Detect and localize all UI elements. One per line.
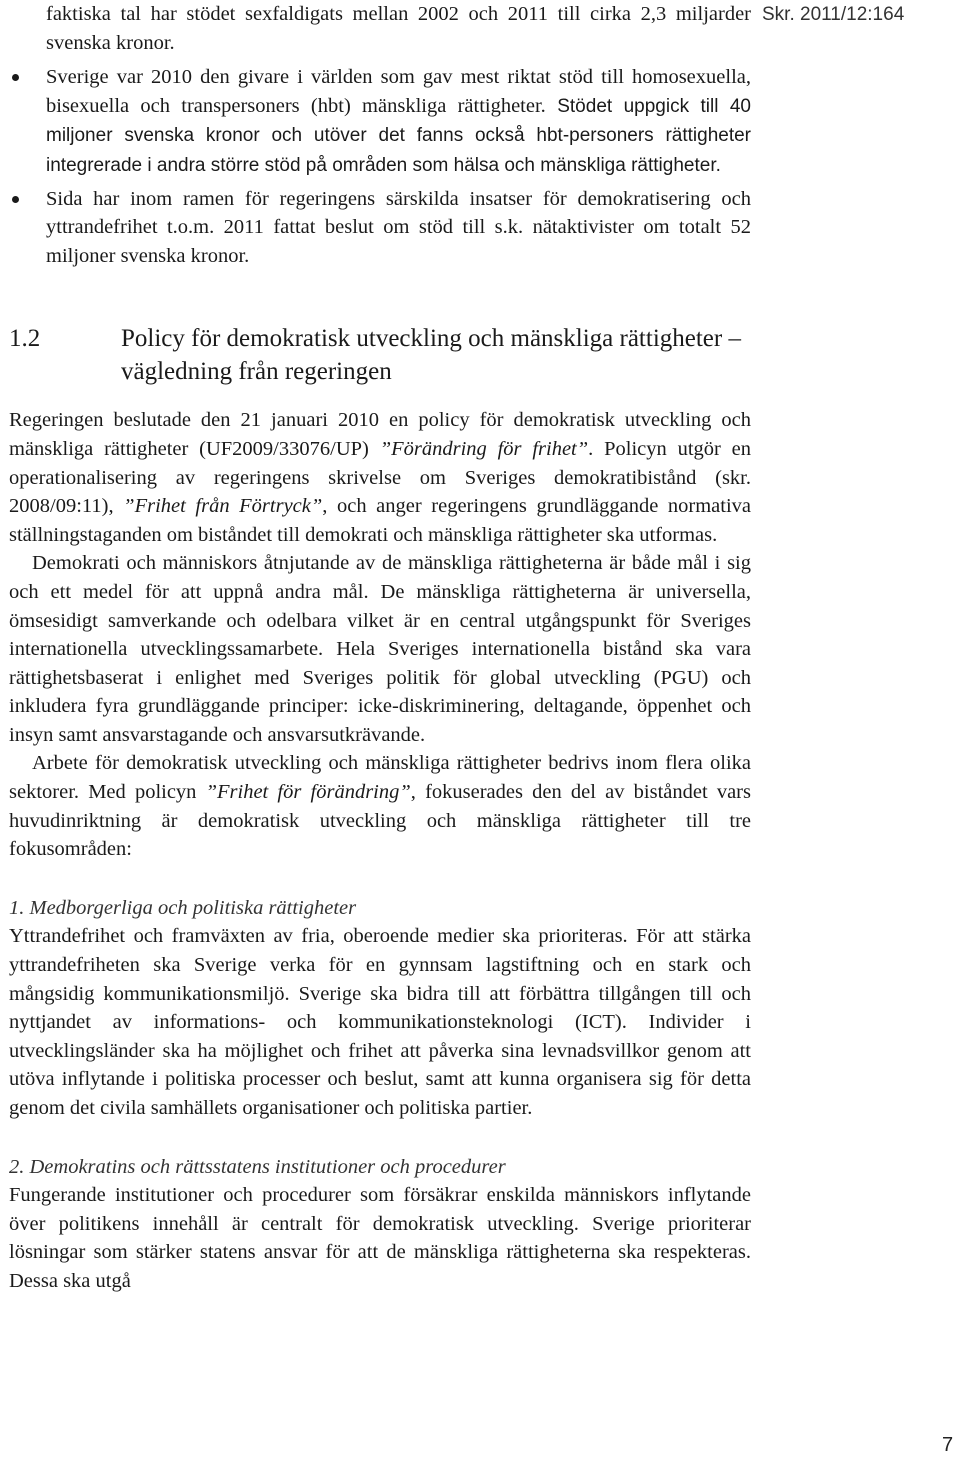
- body-paragraph-2: Demokrati och människors åtnjutande av de mänskliga rättigheterna är både mål i sig och ett medel för att uppnå andra mål. De mänskliga rättigheterna är universella, ömsesidigt samverkande och odelbara vilket är en central utgångspunkt för Sveriges internationella utvecklingssamarbete. Hela Sveriges internationella bistånd ska vara rättighetsbaserat i enlighet med Sveriges politik för global utveckling (PGU) och inkludera fyra grundläggande principer: icke-diskriminering, deltagande, öppenhet och insyn samt ansvarstagande och ansvarsutkrävande.: [9, 552, 751, 746]
- section-title: Policy för demokratisk utveckling och mänskliga rättigheter – vägledning från regeringen: [121, 325, 741, 386]
- bullet-item: [9, 185, 751, 271]
- focus-area-text: Fungerande institutioner och procedurer som försäkrar enskilda människors inflytande över politikens innehåll är centralt för demokratisk utveckling. Sverige prioriterar lösningar som stärker statens ansvar för att de mänskliga rättigheterna ska respekteras. Dessa ska utgå: [9, 1184, 751, 1292]
- paragraph-text: Arbete för demokratisk utveckling och mänskliga rättigheter bedrivs inom flera olika sektorer. Med policyn: [9, 752, 751, 804]
- page-number: 7: [942, 1434, 954, 1456]
- bullet-item: [9, 63, 751, 180]
- policy-title-ref: ”Förändring för frihet”: [379, 437, 589, 460]
- focus-area-heading: 1. Medborgerliga och politiska rättigheter: [9, 896, 357, 919]
- body-paragraph-1: [9, 406, 751, 549]
- section-heading: [9, 322, 751, 388]
- paragraph-text: , fokuserades den del av biståndet vars huvudinriktning är demokratisk utveckling och mänskliga rättigheter till tre fokusområden:: [9, 781, 751, 861]
- paragraph-text: , och anger regeringens grundläggande normativa ställningstaganden om biståndet till demokrati och mänskliga rättigheter ska utformas.: [9, 495, 751, 546]
- bullet-list: [9, 63, 751, 270]
- bullet-dot-icon: [12, 196, 19, 203]
- body-column: [9, 0, 751, 1296]
- body-paragraph-3: [9, 749, 751, 863]
- paragraph-text: . Policyn utgör en operationalisering av regeringens skrivelse om Sveriges demokratibistånd (skr. 2008/09:11),: [9, 437, 752, 518]
- intro-continuation-paragraph: faktiska tal har stödet sexfaldigats mellan 2002 och 2011 till cirka 2,3 miljarder svenska kronor.: [46, 3, 751, 54]
- bullet-text-serif: Sverige var 2010 den givare i världen som gav mest riktat stöd till homosexuella, bisexuella och transpersoners (hbt) mänskliga rättigheter.: [46, 66, 751, 117]
- bullet-text-sans: Stödet uppgick till 40 miljoner svenska kronor och utöver det fanns också hbt-personers rättigheter integrerade i andra större stöd på områden som hälsa och mänskliga rättigheter.: [46, 95, 752, 176]
- focus-area-text: Yttrandefrihet och framväxten av fria, oberoende medier ska prioriteras. För att stärka yttrandefriheten ska Sverige verka för en gynnsam lagstiftning och en stark och mångsidig kommunikationsmiljö. Sverige ska bidra till att förbättra tillgången till och nyttjandet av informations- och kommunikationsteknologi (ICT). Individer i utvecklingsländer ska ha möjlighet och frihet att påverka sina levnadsvillkor genom att utöva inflytande i politiska processer och beslut, samt att kunna organisera sig för detta genom det civila samhällets organisationer och politiska partier.: [9, 925, 751, 1119]
- section-number: 1.2: [9, 325, 41, 353]
- policy-title-ref: ”Frihet för förändring”: [205, 781, 411, 804]
- paragraph-text: Regeringen beslutade den 21 januari 2010 en policy för demokratisk utveckling och mänskliga rättigheter (UF2009/33076/UP): [9, 409, 751, 460]
- bullet-dot-icon: [12, 74, 19, 81]
- series-reference: Skr. 2011/12:164: [762, 4, 905, 25]
- focus-area-heading: 2. Demokratins och rättsstatens institutioner och procedurer: [9, 1155, 506, 1178]
- document-title-ref: ”Frihet från Förtryck”: [123, 495, 323, 518]
- bullet-text-serif: Sida har inom ramen för regeringens särskilda insatser för demokratisering och yttrandefrihet t.o.m. 2011 fattat beslut om stöd till s.k. nätaktivister om totalt 52 miljoner svenska kronor.: [46, 187, 751, 267]
